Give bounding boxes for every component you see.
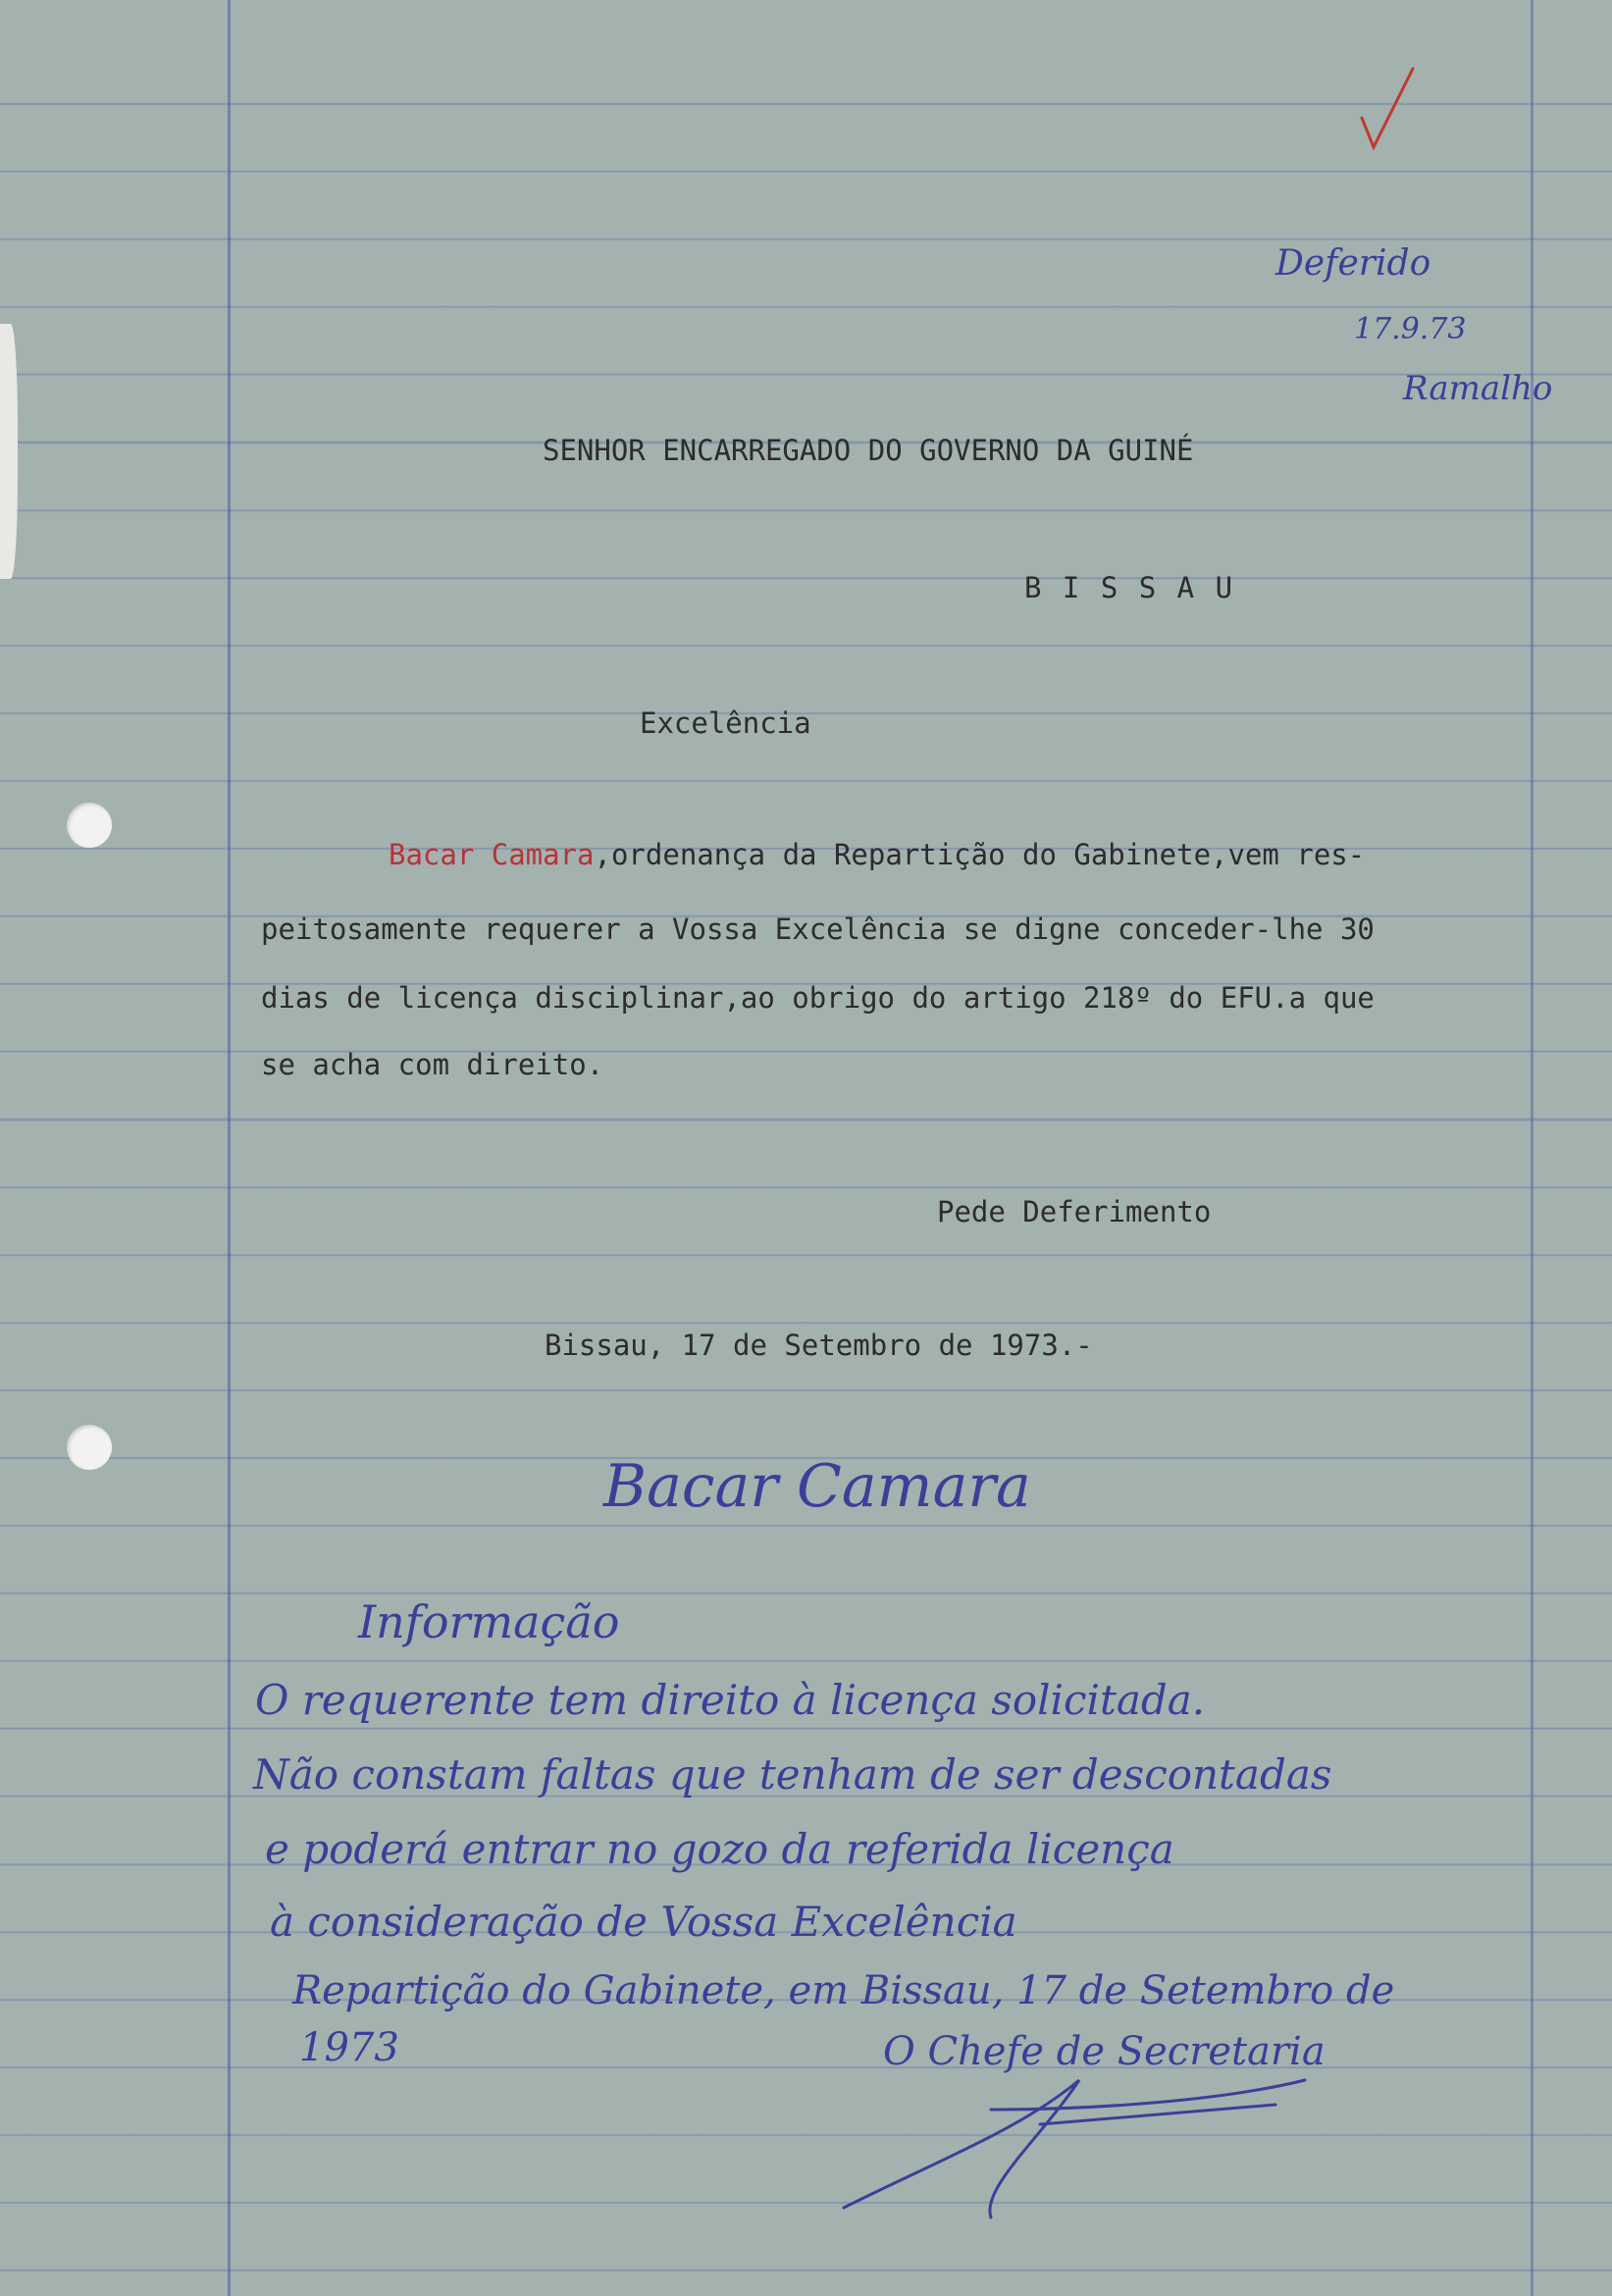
applicant-name: Bacar Camara xyxy=(389,838,595,871)
note-line-6: 1973 xyxy=(299,2025,399,2070)
approval-date: 17.9.73 xyxy=(1354,312,1467,346)
approval-signature: Ramalho xyxy=(1403,369,1553,408)
body-line-2: peitosamente requerer a Vossa Excelência se digne conceder-lhe 30 xyxy=(261,913,1375,946)
note-line-1: O requerente tem direito à licença solicitada. xyxy=(255,1676,1206,1724)
note-title: Informação xyxy=(358,1595,620,1648)
closing-phrase: Pede Deferimento xyxy=(937,1195,1212,1228)
body-line-1-rest: ,ordenança da Repartição do Gabinete,vem res- xyxy=(594,838,1366,871)
date-line: Bissau, 17 de Setembro de 1973.- xyxy=(545,1329,1093,1362)
city-line: B I S S A U xyxy=(1024,571,1235,604)
approval-status: Deferido xyxy=(1275,243,1431,284)
note-line-5: Repartição do Gabinete, em Bissau, 17 de Setembro de xyxy=(292,1968,1395,2013)
applicant-signature: Bacar Camara xyxy=(603,1452,1031,1521)
chief-signature-scrawl xyxy=(844,2080,1305,2218)
body-line-3: dias de licença disciplinar,ao obrigo do artigo 218º do EFU.a que xyxy=(261,981,1375,1015)
note-line-4: à consideração de Vossa Excelência xyxy=(270,1898,1017,1946)
addressee-line: SENHOR ENCARREGADO DO GOVERNO DA GUINÉ xyxy=(543,434,1194,467)
note-line-3: e poderá entrar no gozo da referida licença xyxy=(265,1825,1174,1873)
body-line-4: se acha com direito. xyxy=(261,1048,604,1081)
signer-title: O Chefe de Secretaria xyxy=(883,2029,1326,2074)
note-line-2: Não constam faltas que tenham de ser descontadas xyxy=(253,1750,1332,1799)
check-mark-icon xyxy=(1362,69,1413,147)
salutation: Excelência xyxy=(640,706,811,740)
